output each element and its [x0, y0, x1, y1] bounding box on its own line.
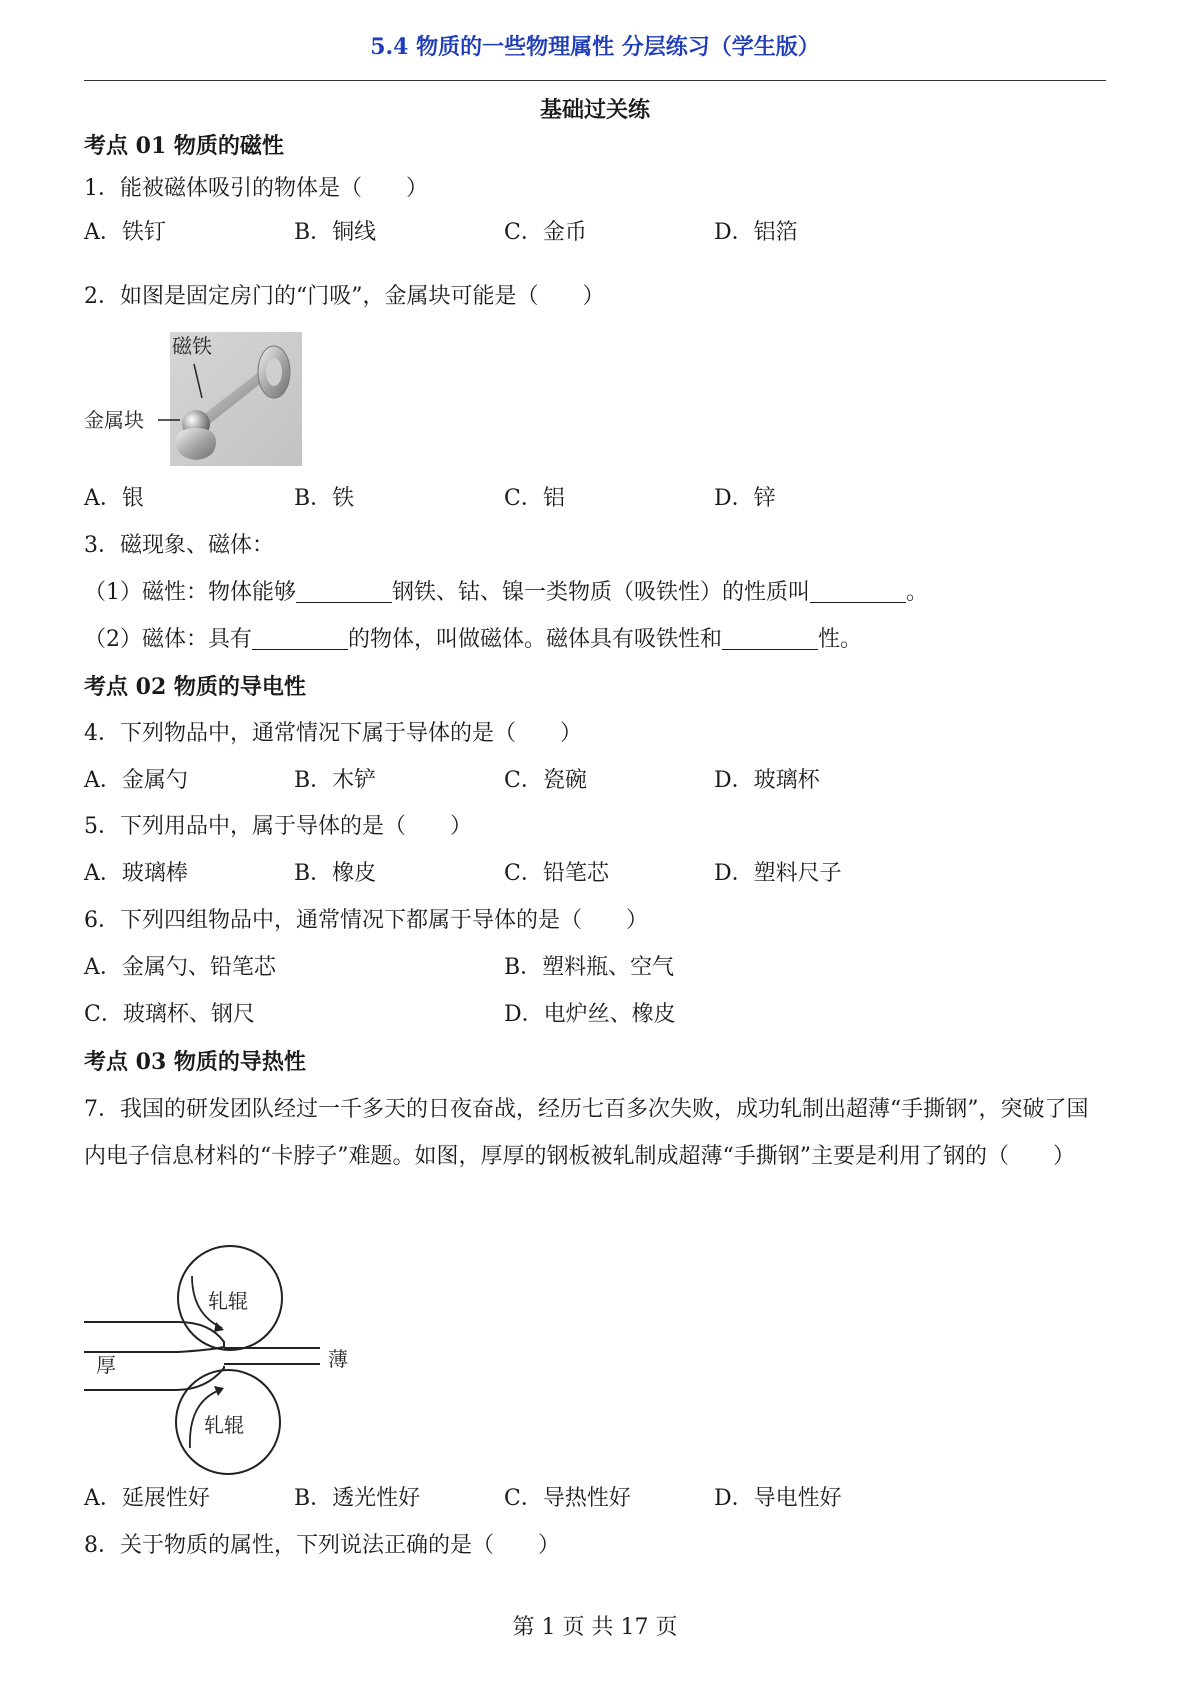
question-1-option-d: D．铝箔: [714, 220, 798, 245]
question-7-option-a: A．延展性好: [84, 1486, 210, 1511]
question-7-stem: 7．我国的研发团队经过一千多天的日夜奋战，经历七百多次失败，成功轧制出超薄“手撕钢”，突破了国内电子信息材料的“卡脖子”难题。如图，厚厚的钢板被轧制成超薄“手撕钢”主要是利用了钢的（ ）: [84, 1097, 1089, 1169]
label-magnet: 磁铁: [172, 334, 212, 358]
page-header-title: 5.4 物质的一些物理属性 分层练习（学生版）: [370, 34, 820, 60]
label-thick: 厚: [96, 1353, 116, 1377]
question-6-option-a: A．金属勺、铅笔芯: [84, 955, 276, 980]
question-6-option-c: C．玻璃杯、钢尺: [84, 1002, 255, 1027]
question-2-stem: 2．如图是固定房门的“门吸”，金属块可能是（ ）: [84, 284, 605, 309]
fill-blank-3[interactable]: [252, 627, 348, 650]
question-4-option-b: B．木铲: [294, 768, 377, 793]
question-4-option-d: D．玻璃杯: [714, 768, 820, 793]
question-3-line-1: [84, 578, 928, 608]
question-1-options: [84, 218, 1106, 248]
question-1-option-c: C．金币: [504, 220, 587, 245]
question-5-option-c: C．铅笔芯: [504, 861, 609, 886]
fill-blank-1[interactable]: [296, 580, 392, 603]
question-7-options: [84, 1484, 1106, 1514]
label-top-roller: 轧辊: [208, 1289, 248, 1313]
question-7-option-d: D．导电性好: [714, 1486, 842, 1511]
header-divider: [84, 80, 1106, 81]
question-4-option-a: A．金属勺: [84, 768, 188, 793]
fill-blank-2[interactable]: [810, 580, 906, 603]
question-7-option-c: C．导热性好: [504, 1486, 631, 1511]
label-thin: 薄: [328, 1347, 348, 1371]
question-6-option-d: D．电炉丝、橡皮: [504, 1002, 676, 1027]
question-4-option-c: C．瓷碗: [504, 768, 587, 793]
rolling-mill-figure: [84, 1242, 364, 1482]
question-8-stem: 8．关于物质的属性，下列说法正确的是（ ）: [84, 1533, 560, 1558]
question-6-stem: 6．下列四组物品中，通常情况下都属于导体的是（ ）: [84, 908, 648, 933]
question-5-options: [84, 859, 1106, 889]
q3-line2-part-b: 的物体，叫做磁体。磁体具有吸铁性和: [348, 627, 723, 652]
question-6-option-b: B．塑料瓶、空气: [504, 955, 675, 980]
question-2-option-b: B．铁: [294, 486, 355, 511]
question-3-line-2: [84, 625, 862, 655]
section-title: 基础过关练: [539, 97, 650, 123]
label-bottom-roller: 轧辊: [204, 1413, 244, 1437]
thick-plate-top-edge: [84, 1322, 224, 1352]
question-5-option-b: B．橡皮: [294, 861, 377, 886]
question-5-option-a: A．玻璃棒: [84, 861, 188, 886]
label-metal-block: 金属块: [84, 408, 144, 432]
question-4-options: [84, 766, 1106, 796]
question-1-option-a: A．铁钉: [84, 220, 166, 245]
topic-heading-02: 考点 02 物质的导电性: [84, 674, 306, 700]
question-6-options-row-2: [84, 1000, 1106, 1030]
metal-block: [176, 428, 216, 460]
q3-line2-part-c: 性。: [818, 627, 863, 652]
question-7-option-b: B．透光性好: [294, 1486, 421, 1511]
topic-heading-01: 考点 01 物质的磁性: [84, 133, 284, 159]
question-3-stem: 3．磁现象、磁体：: [84, 533, 274, 558]
fill-blank-4[interactable]: [722, 627, 818, 650]
q3-line1-part-b: 钢铁、钴、镍一类物质（吸铁性）的性质叫: [392, 580, 811, 605]
question-1-stem: 1．能被磁体吸引的物体是（ ）: [84, 176, 428, 201]
q3-line2-part-a: （2）磁体：具有: [84, 627, 252, 652]
q3-line1-part-c: 。: [906, 580, 929, 605]
question-2-option-a: A．银: [84, 486, 144, 511]
q3-line1-part-a: （1）磁性：物体能够: [84, 580, 296, 605]
question-5-stem: 5．下列用品中，属于导体的是（ ）: [84, 814, 472, 839]
question-2-option-d: D．锌: [714, 486, 776, 511]
question-6-options-row-1: [84, 953, 1106, 983]
page-footer: 第 1 页 共 17 页: [512, 1615, 678, 1640]
door-stopper-figure: [84, 332, 304, 466]
question-2-option-c: C．铝: [504, 486, 565, 511]
topic-heading-03: 考点 03 物质的导热性: [84, 1049, 306, 1075]
question-2-options: [84, 484, 1106, 514]
question-5-option-d: D．塑料尺子: [714, 861, 842, 886]
question-1-option-b: B．铜线: [294, 220, 377, 245]
question-4-stem: 4．下列物品中，通常情况下属于导体的是（ ）: [84, 721, 582, 746]
